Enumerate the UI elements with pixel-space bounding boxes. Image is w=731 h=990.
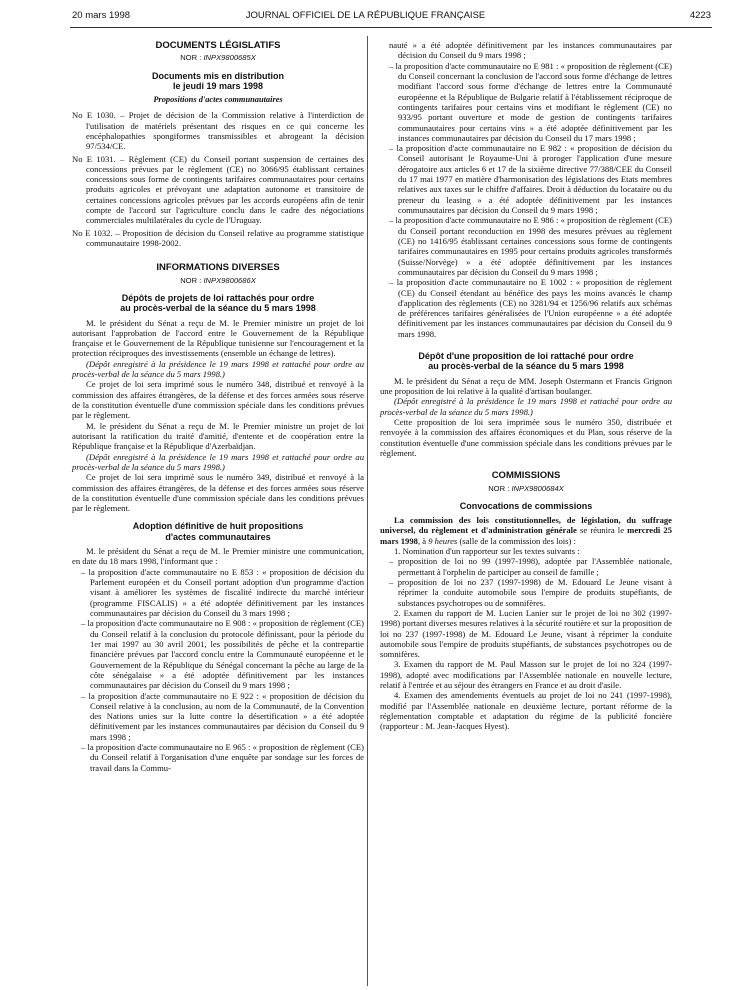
list-item: – la proposition d'acte communautaire no E 908 : « proposition de règlement (CE) du Conseil relatif à la conclusion du protocole définissant, pour la période du 1er mai 1997 au 30 avril 2001, les possibilités de pêche et la contrepartie financière prévues par l'accord conclu entre la Communauté européenne et le Gouvernement de la République du Sénégal concernant la pêche au large de la côte sénégalaise » a été adoptée définitivement par les instances communautaires par décision du Conseil du 9 mars 1998 ; (81, 618, 364, 691)
agenda-item: 1. Nomination d'un rapporteur sur les textes suivants : (394, 546, 580, 557)
nor-reference: NOR : INPX9800685X (180, 53, 256, 63)
paragraph: M. le président du Sénat a reçu de M. le Premier ministre un projet de loi autorisant l'approbation de l'accord entre le Gouvernement de la République française et le Gouvernement de la République tunisienne sur l'encouragement et la protection réciproques des investissements (ensemble un échange de lettres). (72, 317, 364, 359)
subsection-title-depot-proposition: Dépôt d'une proposition de loi rattaché pour ordre au procès-verbal de la séance du 5 mars 1998 (418, 351, 634, 372)
list-item: – proposition de loi no 237 (1997-1998) de M. Edouard Le Jeune visant à réprimer la conduite automobile sous l'empire de produits stupéfiants, de substances psychotropes ou de somnifères. (389, 576, 672, 608)
nor-reference: NOR : INPX9800686X (180, 275, 256, 285)
subsection-title-depots: Dépôts de projets de loi rattachés pour ordre au procès-verbal de la séance du 5 mars 1998 (120, 292, 316, 314)
left-column (72, 40, 364, 773)
paragraph: La commission des lois constitutionnelles, de législation, du suffrage universel, du règlement et d'administration générale se réunira le mercredi 25 mars 1998, à 9 heures (salle de la commission des lois) : (380, 515, 672, 546)
paragraph: Ce projet de loi sera imprimé sous le numéro 349, distribué et renvoyé à la commission des affaires étrangères, de la défense et des forces armées sous réserve de la constitution éventuelle d'une commission spéciale dans les conditions prévues par le règlement. (72, 472, 364, 514)
subsection-title-distribution: Documents mis en distribution le jeudi 19 mars 1998 (151, 70, 284, 91)
right-column (380, 40, 672, 732)
paragraph: M. le président du Sénat a reçu de M. le Premier ministre une communication, en date du 18 mars 1998, l'informant que : (72, 546, 364, 567)
list-item: – la proposition d'acte communautaire no E 986 : « proposition de règlement (CE) du Conseil portant reconduction en 1998 des mesures prévues au règlement (CE) no 1416/95 établissant certaines concessions sous forme de contingents tarifaires communautaires en 1995 pour certains produits agricoles transformés (Suisse/Norvège) » a été adoptée définitivement par les instances communautaires par décision du Conseil du 9 mars 1998 ; (389, 215, 672, 277)
deposit-note: (Dépôt enregistré à la présidence le 19 mars 1998 et rattaché pour ordre au procès-verbal de la séance du 5 mars 1998.) (72, 451, 364, 472)
column-divider (367, 36, 368, 986)
list-item: – la proposition d'acte communautaire no E 1002 : « proposition de règlement (CE) du Conseil étendant au bénéfice des pays les moins avancés le champ d'application des règlements (CE) no 3281/94 et 1256/96 relatifs aux schémas de préférences tarifaires généralisées de l'Union européenne » a été adoptée définitivement par les instances communautaires par décision du Conseil du 9 mars 1998. (389, 277, 672, 339)
list-item: – proposition de loi no 99 (1997-1998), adoptée par l'Assemblée nationale, permettant à l'orphelin de participer au conseil de famille ; (389, 556, 672, 577)
entry-e1032: No E 1032. – Proposition de décision du Conseil relative au programme statistique communautaire 1998-2002. (72, 227, 364, 249)
paragraph: M. le président du Sénat a reçu de MM. Joseph Ostermann et Francis Grignon une proposition de loi relative à la qualité d'artisan boulanger. (380, 375, 672, 397)
nor-reference: NOR : INPX9800684X (488, 483, 564, 493)
agenda-item: 2. Examen du rapport de M. Lucien Lanier sur le projet de loi no 302 (1997-1998) portant diverses mesures relatives à la sécurité routière et sur la proposition de loi no 237 (1997-1998) de M. Edouard Le Jeune, visant à réprimer la conduite automobile sous l'empire de produits stupéfiants, de substances psychotropes ou de somnifères. (380, 607, 672, 660)
list-item: – la proposition d'acte communautaire no E 981 : « proposition de règlement (CE) du Conseil concernant la conclusion de l'accord sous forme d'échange de lettres modifiant l'accord sous forme d'échange de lettres entre la Communauté européenne et la République de Bulgarie relatif à l'établissement réciproque de contingents tarifaires pour certains vins et modifiant le règlement (CE) no 933/95 portant ouverture et mode de gestion de contingents tarifaires communautaires pour certains vins » a été adoptée définitivement par les instances communautaires par décision du Conseil du 17 mars 1998 ; (389, 60, 672, 143)
subsection-title-convocations: Convocations de commissions (459, 500, 593, 511)
subsection-title-adoption: Adoption définitive de huit propositions d'actes communautaires (132, 521, 304, 542)
list-item: nauté » a été adoptée définitivement par les instances communautaires par décision du Conseil du 9 mars 1998 ; (389, 40, 672, 61)
header-date: 20 mars 1998 (72, 10, 131, 21)
header-page-number: 4223 (689, 10, 711, 21)
header-rule (70, 27, 712, 28)
header-journal-title: JOURNAL OFFICIEL DE LA RÉPUBLIQUE FRANÇAISE (245, 10, 486, 21)
entry-e1031: No E 1031. – Règlement (CE) du Conseil portant suspension de certaines des concessions prévues par le règlement (CE) no 3066/95 établissant certaines concessions sous forme de contingents tarifaires communautaires pour certains produits agricoles et prévoyant une adaptation autonome et transitoire de certaines concessions agricoles prévues par les accords européens afin de tenir compte de l'accord sur l'agriculture conclu dans le cadre des négociations commerciales multilatérales du cycle de l'Uruguay. (72, 153, 364, 226)
section-title-commissions: COMMISSIONS (491, 470, 561, 482)
deposit-note: (Dépôt enregistré à la présidence le 19 mars 1998 et rattaché pour ordre au procès-verbal de la séance du 5 mars 1998.) (380, 396, 672, 417)
propositions-heading: Propositions d'actes communautaires (153, 95, 283, 105)
section-title-informations: INFORMATIONS DIVERSES (156, 262, 280, 274)
list-item: – la proposition d'acte communautaire no E 965 : « proposition de règlement (CE) du Conseil relatif à l'organisation d'une enquête par sondage sur les forces de travail dans la Commu- (81, 742, 364, 773)
agenda-item: 3. Examen du rapport de M. Paul Masson sur le projet de loi no 324 (1997-1998), adopté avec modifications par l'Assemblée nationale en nouvelle lecture, relatif à l'entrée et au séjour des étrangers en France et au droit d'asile. (380, 659, 672, 691)
entry-e1030: No E 1030. – Projet de décision de la Commission relative à l'interdiction de l'utilisation de matériels présentant des risques en ce qui concerne les encéphalopathies spongiformes transmissibles et abrogeant la décision 97/534/CE. (72, 110, 364, 152)
list-item: – la proposition d'acte communautaire no E 982 : « proposition de décision du Conseil autorisant le Royaume-Uni à proroger l'application d'une mesure dérogatoire aux articles 6 et 17 de la sixième directive 77/388/CEE du Conseil du 17 mai 1977 en matière d'harmonisation des législations des Etats membres relatives aux taxes sur le chiffre d'affaires. Droit à déduction du locataire ou du preneur du leasing » a été adoptée définitivement par les instances communautaires par décision du Conseil du 9 mars 1998 ; (389, 143, 672, 215)
paragraph: M. le président du Sénat a reçu de M. le Premier ministre un projet de loi autorisant la ratification du traité d'amitié, d'entente et de coopération entre la République française et la République d'Azerbaïdjan. (72, 420, 364, 452)
deposit-note: (Dépôt enregistré à la présidence le 19 mars 1998 et rattaché pour ordre au procès-verbal de la séance du 5 mars 1998.) (72, 358, 364, 380)
paragraph: Cette proposition de loi sera imprimée sous le numéro 350, distribuée et renvoyée à la commission des affaires économiques et du Plan, sous réserve de la constitution éventuelle d'une commission spéciale dans les conditions prévues par le règlement. (380, 417, 672, 458)
list-item: – la proposition d'acte communautaire no E 922 : « proposition de décision du Conseil relative à la conclusion, au nom de la Communauté, de la Convention des Nations unies sur la lutte contre la désertification » a été adoptée définitivement par les instances communautaires par décision du Conseil du 9 mars 1998 ; (81, 690, 364, 742)
agenda-item: 4. Examen des amendements éventuels au projet de loi no 241 (1997-1998), modifié par l'Assemblée nationale en deuxième lecture, portant réforme de la réglementation comptable et adaptation du régime de la publicité foncière (rapporteur : M. Jean-Jacques Hyest). (380, 690, 672, 732)
list-item: – la proposition d'acte communautaire no E 853 : « proposition de décision du Parlement européen et du Conseil portant adoption d'un programme d'action visant à améliorer les systèmes de fiscalité indirecte du marché intérieur (programme FISCALIS) » a été adoptée définitivement par les instances communautaires par décision du Conseil du 3 mars 1998 ; (81, 566, 364, 619)
section-title-documents: DOCUMENTS LÉGISLATIFS (155, 40, 281, 51)
paragraph: Ce projet de loi sera imprimé sous le numéro 348, distribué et renvoyé à la commission des affaires étrangères, de la défense et des forces armées sous réserve de la constitution éventuelle d'une commission spéciale dans les conditions prévues par le règlement. (72, 379, 364, 421)
